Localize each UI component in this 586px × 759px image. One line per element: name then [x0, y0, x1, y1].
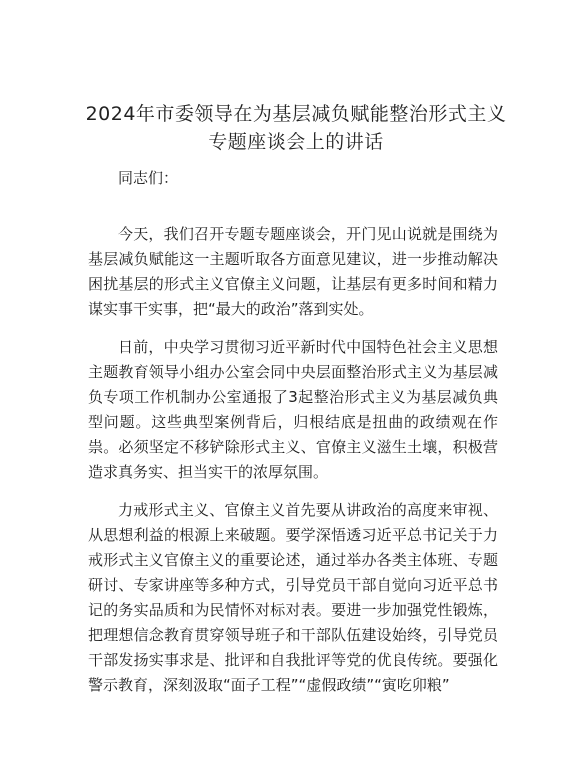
paragraph: 日前，中央学习贯彻习近平新时代中国特色社会主义思想主题教育领导小组办公室会同中央层面整治形式主义为基层减负专项工作机制办公室通报了3起整治形式主义为基层减负典型问题。这些典型案例背后，归根结底是扭曲的政绩观在作祟。必须坚定不移铲除形式主义、官僚主义滋生土壤，积极营造求真务实、担当实干的浓厚氛围。	[88, 338, 498, 481]
document-title: 2024年市委领导在为基层减负赋能整治形式主义专题座谈会上的讲话	[85, 103, 507, 153]
paragraph: 力戒形式主义、官僚主义首先要从讲政治的高度来审视、从思想利益的根源上来破题。要学深悟透习近平总书记关于力戒形式主义官僚主义的重要论述，通过举办各类主体班、专题研讨、专家讲座等多种方式，引导党员干部自觉向习近平总书记的务实品质和为民情怀对标对表。要进一步加强党性锻炼，把理想信念教育贯穿领导班子和干部队伍建设始终，引导党员干部发扬实事求是、批评和自我批评等党的优良传统。要强化警示教育，深刻汲取“面子工程”“虚假政绩”“寅吃卯粮”	[88, 501, 498, 694]
document-body	[88, 222, 498, 698]
salutation: 同志们：	[118, 169, 179, 187]
paragraph: 今天，我们召开专题专题座谈会，开门见山说就是围绕为基层减负赋能这一主题听取各方面意见建议，进一步推动解决困扰基层的形式主义官僚主义问题，让基层有更多时间和精力谋实事干实事，把“最大的政治”落到实处。	[88, 225, 498, 318]
